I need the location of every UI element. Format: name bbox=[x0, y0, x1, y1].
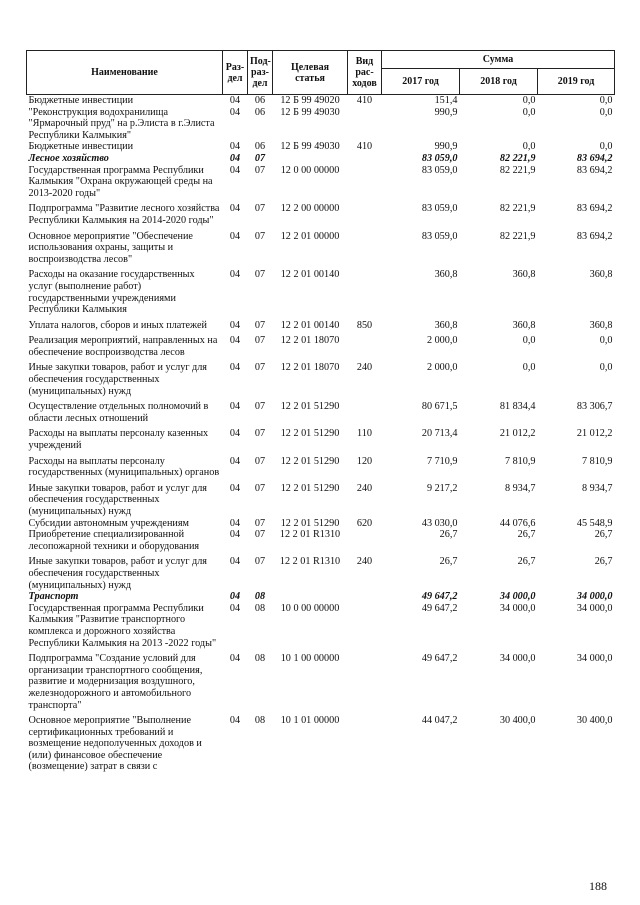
row-razdel: 04 bbox=[229, 141, 241, 153]
table-row bbox=[27, 479, 615, 518]
row-sum-2017: 49 647,2 bbox=[421, 653, 458, 665]
row-razdel: 04 bbox=[229, 428, 241, 440]
row-podrazdel: 07 bbox=[254, 529, 266, 541]
row-sum-2019: 8 934,7 bbox=[581, 482, 613, 494]
table-row bbox=[27, 591, 615, 603]
row-razdel: 04 bbox=[229, 164, 241, 176]
row-sum-2017: 990,9 bbox=[434, 106, 458, 118]
row-sum-2018: 360,8 bbox=[512, 269, 536, 281]
table-header bbox=[27, 51, 615, 95]
row-sum-2018: 360,8 bbox=[512, 319, 536, 331]
header-vid-raskhodov: Вид рас- ходов bbox=[348, 51, 382, 95]
row-sum-2017: 83 059,0 bbox=[421, 230, 458, 242]
row-sum-2019: 83 694,2 bbox=[576, 152, 613, 164]
row-tselevaya-statya: 12 2 01 51290 bbox=[280, 428, 340, 440]
row-tselevaya-statya: 12 2 01 18070 bbox=[280, 335, 340, 347]
table-row bbox=[27, 265, 615, 315]
row-sum-2019: 83 306,7 bbox=[576, 401, 613, 413]
row-sum-2018: 82 221,9 bbox=[499, 164, 536, 176]
row-sum-2018: 8 934,7 bbox=[504, 482, 536, 494]
row-podrazdel: 07 bbox=[254, 335, 266, 347]
row-name: Реализация мероприятий, направленных на обеспечение воспроизводства лесов bbox=[28, 335, 218, 358]
row-vid-raskhodov: 120 bbox=[356, 455, 373, 467]
row-podrazdel: 07 bbox=[254, 401, 266, 413]
row-vid-raskhodov: 410 bbox=[356, 141, 373, 153]
row-tselevaya-statya: 10 1 00 00000 bbox=[280, 653, 340, 665]
row-tselevaya-statya: 12 2 01 R1310 bbox=[279, 529, 341, 541]
row-podrazdel: 07 bbox=[254, 230, 266, 242]
row-name: Субсидии автономным учреждениям bbox=[28, 517, 189, 529]
header-tselevaya-statya: Целевая статья bbox=[273, 51, 348, 95]
row-sum-2018: 26,7 bbox=[517, 556, 536, 568]
row-sum-2019: 0,0 bbox=[599, 95, 613, 106]
budget-table bbox=[26, 50, 615, 773]
row-sum-2018: 81 834,4 bbox=[499, 401, 536, 413]
row-podrazdel: 07 bbox=[254, 152, 266, 164]
row-podrazdel: 07 bbox=[254, 455, 266, 467]
row-sum-2017: 990,9 bbox=[434, 141, 458, 153]
row-podrazdel: 07 bbox=[254, 517, 266, 529]
row-sum-2017: 2 000,0 bbox=[426, 362, 458, 374]
row-tselevaya-statya: 12 2 01 51290 bbox=[280, 482, 340, 494]
row-sum-2019: 0,0 bbox=[599, 106, 613, 118]
row-sum-2017: 43 030,0 bbox=[421, 517, 458, 529]
table-row bbox=[27, 107, 615, 142]
header-2018: 2018 год bbox=[460, 69, 538, 95]
row-sum-2017: 83 059,0 bbox=[421, 164, 458, 176]
row-razdel: 04 bbox=[229, 602, 241, 614]
row-sum-2019: 21 012,2 bbox=[576, 428, 613, 440]
row-vid-raskhodov bbox=[348, 227, 382, 266]
row-vid-raskhodov bbox=[348, 165, 382, 200]
row-razdel: 04 bbox=[229, 362, 241, 374]
row-sum-2017: 49 647,2 bbox=[421, 591, 458, 603]
row-sum-2019: 34 000,0 bbox=[576, 653, 613, 665]
row-name: Расходы на оказание государственных услуг (выполнение работ) государственными учреждениями Республики Калмыкия bbox=[28, 269, 195, 316]
row-razdel: 04 bbox=[229, 653, 241, 665]
row-vid-raskhodov bbox=[348, 265, 382, 315]
row-tselevaya-statya: 12 Б 99 49030 bbox=[280, 106, 340, 118]
row-vid-raskhodov: 620 bbox=[356, 517, 373, 529]
row-razdel: 04 bbox=[229, 95, 241, 106]
row-sum-2018: 34 000,0 bbox=[499, 653, 536, 665]
row-vid-raskhodov: 240 bbox=[356, 362, 373, 374]
row-sum-2018: 21 012,2 bbox=[499, 428, 536, 440]
row-podrazdel: 07 bbox=[254, 556, 266, 568]
row-podrazdel: 08 bbox=[254, 602, 266, 614]
row-razdel: 04 bbox=[229, 715, 241, 727]
table-row bbox=[27, 331, 615, 358]
row-sum-2018: 0,0 bbox=[522, 335, 536, 347]
row-sum-2018: 82 221,9 bbox=[499, 152, 536, 164]
row-vid-raskhodov bbox=[348, 603, 382, 649]
row-name: Основное мероприятие "Обеспечение использования охраны, защиты и воспроизводства лесов" bbox=[28, 230, 193, 265]
row-tselevaya-statya: 12 2 01 51290 bbox=[280, 401, 340, 413]
table-row bbox=[27, 424, 615, 451]
row-sum-2018: 34 000,0 bbox=[499, 591, 536, 603]
row-podrazdel: 06 bbox=[254, 106, 266, 118]
row-sum-2018: 7 810,9 bbox=[504, 455, 536, 467]
row-sum-2019: 45 548,9 bbox=[576, 517, 613, 529]
table-row bbox=[27, 95, 615, 107]
row-podrazdel: 07 bbox=[254, 269, 266, 281]
row-sum-2019: 34 000,0 bbox=[576, 602, 613, 614]
row-vid-raskhodov bbox=[348, 711, 382, 773]
row-tselevaya-statya: 10 0 00 00000 bbox=[280, 602, 340, 614]
row-sum-2019: 7 810,9 bbox=[581, 455, 613, 467]
row-podrazdel: 07 bbox=[254, 362, 266, 374]
row-vid-raskhodov bbox=[348, 649, 382, 711]
row-vid-raskhodov bbox=[348, 153, 382, 165]
table-row bbox=[27, 518, 615, 530]
table-row bbox=[27, 199, 615, 226]
header-podrazdel: Под- раз- дел bbox=[248, 51, 273, 95]
header-2019: 2019 год bbox=[538, 69, 615, 95]
row-sum-2018: 30 400,0 bbox=[499, 715, 536, 727]
row-razdel: 04 bbox=[229, 269, 241, 281]
header-summa: Сумма bbox=[382, 51, 615, 69]
row-sum-2017: 2 000,0 bbox=[426, 335, 458, 347]
row-tselevaya-statya: 12 2 01 51290 bbox=[280, 517, 340, 529]
row-vid-raskhodov bbox=[348, 107, 382, 142]
row-razdel: 04 bbox=[229, 152, 241, 164]
row-sum-2018: 0,0 bbox=[522, 141, 536, 153]
row-sum-2017: 26,7 bbox=[439, 556, 458, 568]
row-name: Подпрограмма "Создание условий для организации транспортного сообщения, развитие и модернизация воздушного, железнодорожного и автомобильного транспорта" bbox=[28, 653, 203, 711]
row-podrazdel: 07 bbox=[254, 482, 266, 494]
row-vid-raskhodov bbox=[348, 331, 382, 358]
row-podrazdel: 08 bbox=[254, 591, 266, 603]
row-sum-2019: 360,8 bbox=[589, 269, 613, 281]
row-name: Бюджетные инвестиции bbox=[28, 95, 134, 106]
row-tselevaya-statya: 10 1 01 00000 bbox=[280, 715, 340, 727]
row-vid-raskhodov: 850 bbox=[356, 319, 373, 331]
row-sum-2018: 82 221,9 bbox=[499, 203, 536, 215]
row-razdel: 04 bbox=[229, 319, 241, 331]
row-podrazdel: 07 bbox=[254, 164, 266, 176]
table-row bbox=[27, 711, 615, 773]
row-razdel: 04 bbox=[229, 517, 241, 529]
budget-table-page bbox=[26, 50, 614, 773]
row-name: Основное мероприятие "Выполнение сертификационных требований и возмещение недополученных доходов и (или) финансовое обеспечение (возмещение) затрат в связи с bbox=[28, 715, 202, 773]
row-sum-2018: 26,7 bbox=[517, 529, 536, 541]
row-sum-2019: 26,7 bbox=[594, 529, 613, 541]
row-name: Расходы на выплаты персоналу казенных учреждений bbox=[28, 428, 209, 452]
row-razdel: 04 bbox=[229, 556, 241, 568]
row-name: Иные закупки товаров, работ и услуг для обеспечения государственных (муниципальных) нужд bbox=[28, 362, 207, 397]
row-name: Приобретение специализированной лесопожарной техники и оборудования bbox=[28, 529, 200, 552]
row-sum-2017: 26,7 bbox=[439, 529, 458, 541]
row-tselevaya-statya: 12 2 01 00140 bbox=[280, 269, 340, 281]
row-razdel: 04 bbox=[229, 401, 241, 413]
table-row bbox=[27, 529, 615, 552]
header-name: Наименование bbox=[27, 51, 223, 95]
page-number: 188 bbox=[589, 879, 607, 893]
row-podrazdel: 08 bbox=[254, 715, 266, 727]
table-row bbox=[27, 552, 615, 591]
row-vid-raskhodov bbox=[348, 591, 382, 603]
row-tselevaya-statya: 12 2 01 51290 bbox=[280, 455, 340, 467]
row-sum-2017: 9 217,2 bbox=[426, 482, 458, 494]
row-sum-2018: 44 076,6 bbox=[499, 517, 536, 529]
table-row bbox=[27, 452, 615, 479]
row-name: Подпрограмма "Развитие лесного хозяйства Республики Калмыкия на 2014-2020 годы" bbox=[28, 203, 220, 226]
table-row bbox=[27, 141, 615, 153]
row-sum-2018: 82 221,9 bbox=[499, 230, 536, 242]
row-sum-2019: 0,0 bbox=[599, 141, 613, 153]
table-row bbox=[27, 316, 615, 332]
row-tselevaya-statya: 12 Б 99 49030 bbox=[280, 141, 340, 153]
row-sum-2017: 80 671,5 bbox=[421, 401, 458, 413]
row-sum-2017: 83 059,0 bbox=[421, 203, 458, 215]
row-tselevaya-statya bbox=[273, 591, 348, 603]
row-podrazdel: 08 bbox=[254, 653, 266, 665]
table-row bbox=[27, 358, 615, 397]
row-name: Бюджетные инвестиции bbox=[28, 141, 134, 153]
row-sum-2019: 0,0 bbox=[599, 362, 613, 374]
row-sum-2018: 34 000,0 bbox=[499, 602, 536, 614]
row-tselevaya-statya: 12 2 01 00140 bbox=[280, 319, 340, 331]
row-name: Государственная программа Республики Калмыкия "Охрана окружающей среды на 2013-2020 годы" bbox=[28, 164, 213, 199]
row-tselevaya-statya: 12 0 00 00000 bbox=[280, 164, 340, 176]
row-sum-2019: 83 694,2 bbox=[576, 230, 613, 242]
row-name: Государственная программа Республики Калмыкия "Развитие транспортного комплекса и дорожного хозяйства Республики Калмыкия на 2013 -2022 годы" bbox=[28, 602, 217, 649]
row-vid-raskhodov: 410 bbox=[356, 95, 373, 106]
header-razdel: Раз- дел bbox=[223, 51, 248, 95]
row-sum-2017: 360,8 bbox=[434, 319, 458, 331]
row-tselevaya-statya: 12 2 01 R1310 bbox=[279, 556, 341, 568]
row-sum-2017: 49 647,2 bbox=[421, 602, 458, 614]
row-podrazdel: 07 bbox=[254, 203, 266, 215]
row-sum-2019: 30 400,0 bbox=[576, 715, 613, 727]
row-podrazdel: 07 bbox=[254, 428, 266, 440]
table-row bbox=[27, 153, 615, 165]
row-sum-2018: 0,0 bbox=[522, 95, 536, 106]
row-vid-raskhodov bbox=[348, 397, 382, 424]
row-razdel: 04 bbox=[229, 230, 241, 242]
row-vid-raskhodov: 110 bbox=[357, 428, 372, 440]
row-sum-2017: 7 710,9 bbox=[426, 455, 458, 467]
row-tselevaya-statya bbox=[273, 153, 348, 165]
row-name: Иные закупки товаров, работ и услуг для обеспечения государственных (муниципальных) нужд bbox=[28, 482, 207, 517]
row-podrazdel: 06 bbox=[254, 95, 266, 106]
table-body bbox=[27, 95, 615, 774]
row-razdel: 04 bbox=[229, 106, 241, 118]
row-sum-2019: 26,7 bbox=[594, 556, 613, 568]
row-name: Транспорт bbox=[28, 591, 79, 603]
row-name: Осуществление отдельных полномочий в области лесных отношений bbox=[28, 401, 209, 424]
row-razdel: 04 bbox=[229, 203, 241, 215]
header-2017: 2017 год bbox=[382, 69, 460, 95]
row-name: Уплата налогов, сборов и иных платежей bbox=[28, 319, 207, 331]
table-row bbox=[27, 603, 615, 649]
row-sum-2017: 44 047,2 bbox=[421, 715, 458, 727]
row-tselevaya-statya: 12 Б 99 49020 bbox=[280, 95, 340, 106]
row-podrazdel: 07 bbox=[254, 319, 266, 331]
row-name: Иные закупки товаров, работ и услуг для обеспечения государственных (муниципальных) нужд bbox=[28, 556, 207, 591]
row-sum-2018: 0,0 bbox=[522, 362, 536, 374]
row-podrazdel: 06 bbox=[254, 141, 266, 153]
row-sum-2018: 0,0 bbox=[522, 106, 536, 118]
row-tselevaya-statya: 12 2 01 00000 bbox=[280, 230, 340, 242]
table-row bbox=[27, 397, 615, 424]
row-tselevaya-statya: 12 2 01 18070 bbox=[280, 362, 340, 374]
row-razdel: 04 bbox=[229, 591, 241, 603]
table-row bbox=[27, 649, 615, 711]
row-vid-raskhodov: 240 bbox=[356, 482, 373, 494]
row-sum-2017: 83 059,0 bbox=[421, 152, 458, 164]
row-sum-2019: 0,0 bbox=[599, 335, 613, 347]
row-razdel: 04 bbox=[229, 335, 241, 347]
row-vid-raskhodov: 240 bbox=[356, 556, 373, 568]
row-vid-raskhodov bbox=[348, 199, 382, 226]
row-sum-2017: 360,8 bbox=[434, 269, 458, 281]
row-sum-2019: 360,8 bbox=[589, 319, 613, 331]
row-sum-2019: 83 694,2 bbox=[576, 164, 613, 176]
row-name: Лесное хозяйство bbox=[28, 152, 109, 164]
row-name: Расходы на выплаты персоналу государственных (муниципальных) органов bbox=[28, 455, 220, 479]
row-sum-2019: 34 000,0 bbox=[576, 591, 613, 603]
row-razdel: 04 bbox=[229, 529, 241, 541]
row-sum-2017: 20 713,4 bbox=[421, 428, 458, 440]
row-tselevaya-statya: 12 2 00 00000 bbox=[280, 203, 340, 215]
row-vid-raskhodov bbox=[348, 529, 382, 552]
table-row bbox=[27, 165, 615, 200]
row-razdel: 04 bbox=[229, 455, 241, 467]
row-razdel: 04 bbox=[229, 482, 241, 494]
row-name: "Реконструкция водохранилища "Ярмарочный пруд" на р.Элиста в г.Элиста Республики Калмыкия" bbox=[28, 106, 215, 141]
row-sum-2019: 83 694,2 bbox=[576, 203, 613, 215]
row-sum-2017: 151,4 bbox=[434, 95, 458, 106]
table-row bbox=[27, 227, 615, 266]
